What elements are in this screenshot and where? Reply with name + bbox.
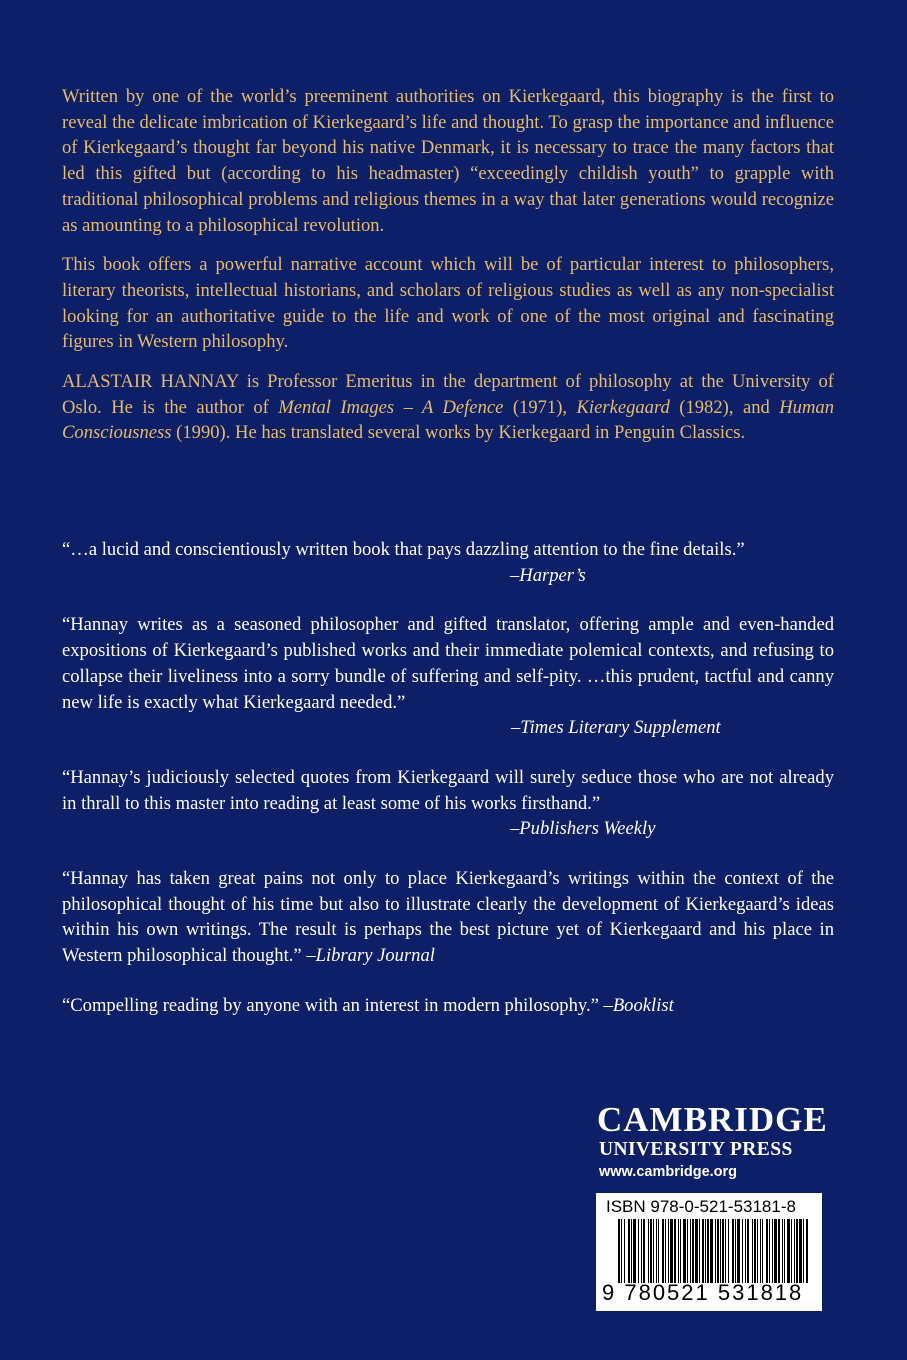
quote-harpers bbox=[62, 537, 834, 588]
barcode-bar bbox=[633, 1219, 636, 1283]
publisher-logo bbox=[597, 1100, 828, 1181]
quote-source: –Publishers Weekly bbox=[510, 818, 656, 840]
barcode-bar bbox=[757, 1219, 758, 1283]
barcode-bar bbox=[628, 1219, 630, 1283]
barcode-bar bbox=[687, 1219, 688, 1283]
barcode-bar bbox=[699, 1219, 700, 1283]
barcode-bar bbox=[772, 1219, 773, 1283]
barcode-bar bbox=[732, 1219, 734, 1283]
barcode-bar bbox=[702, 1219, 704, 1283]
barcode-bar bbox=[806, 1219, 808, 1283]
barcode-bar bbox=[624, 1219, 625, 1283]
quote-text: “Hannay writes as a seasoned philosopher and gifted translator, offering ample and even-handed expositions of Kierkegaard’s published works and their immediate polemical contexts, and refusing to collapse their liveliness into a sorry bundle of suffering and self-pity. …this prudent, tactful and canny new life is exactly what Kierkegaard needed.” bbox=[62, 614, 834, 713]
blurb-paragraph-2: This book offers a powerful narrative account which will be of particular interest to philosophers, literary theorists, intellectual historians, and scholars of religious studies as well as any non-specialist looking for an authoritative guide to the life and work of one of the most original and fascinating figures in Western philosophy. bbox=[62, 254, 834, 353]
barcode-bar bbox=[760, 1219, 761, 1283]
barcode-bar bbox=[631, 1219, 632, 1283]
barcode-bar bbox=[662, 1219, 664, 1283]
barcode-bar bbox=[653, 1219, 654, 1283]
blurb-section bbox=[62, 84, 834, 446]
barcode-bar bbox=[725, 1219, 726, 1283]
isbn-barcode bbox=[596, 1193, 822, 1311]
barcode-bar bbox=[621, 1219, 622, 1283]
barcode-bar bbox=[692, 1219, 694, 1283]
barcode-bar bbox=[745, 1219, 746, 1283]
barcode-bar bbox=[707, 1219, 709, 1283]
quote-text: “Hannay’s judiciously selected quotes from Kierkegaard will surely seduce those who are not already in thrall to this master into reading at least some of his works firsthand.” bbox=[62, 766, 834, 814]
barcode-bar bbox=[799, 1219, 802, 1283]
barcode-bar bbox=[747, 1219, 749, 1283]
barcode-bar bbox=[766, 1219, 768, 1283]
barcode-bar bbox=[794, 1219, 795, 1283]
barcode-bar bbox=[670, 1219, 673, 1283]
barcode-bar bbox=[737, 1219, 740, 1283]
barcode-bar bbox=[668, 1219, 669, 1283]
publisher-url: www.cambridge.org bbox=[599, 1164, 738, 1180]
barcode-bar bbox=[722, 1219, 724, 1283]
quote-tls bbox=[62, 612, 834, 741]
quote-source: –Booklist bbox=[603, 994, 674, 1016]
barcode-bar bbox=[717, 1219, 719, 1283]
quote-text: “Hannay has taken great pains not only to place Kierkegaard’s writings within the context of the philosophical thought of his time but also to illustrate clearly the development of Kierkegaard’s ideas within his own writings. The result is perhaps the best picture yet of Kierkegaard and his place in Western philosophical thought.” –Library Journal bbox=[62, 868, 834, 967]
quote-publishers-weekly bbox=[62, 765, 834, 842]
barcode-bar bbox=[754, 1219, 756, 1283]
book-title-kierkegaard: Kierkegaard bbox=[576, 396, 670, 418]
barcode-bar bbox=[656, 1219, 657, 1283]
barcode-bar bbox=[769, 1219, 770, 1283]
barcode-bar bbox=[674, 1219, 676, 1283]
barcode-bar bbox=[778, 1219, 780, 1283]
barcode-bar bbox=[638, 1219, 639, 1283]
barcode-bars-icon bbox=[618, 1219, 808, 1283]
barcode-bar bbox=[774, 1219, 777, 1283]
review-quotes bbox=[62, 537, 834, 1043]
barcode-bar bbox=[720, 1219, 721, 1283]
barcode-bar bbox=[648, 1219, 649, 1283]
barcode-bar bbox=[695, 1219, 698, 1283]
barcode-bar bbox=[643, 1219, 645, 1283]
publisher-subtitle: UNIVERSITY PRESS bbox=[599, 1139, 793, 1160]
barcode-bar bbox=[782, 1219, 783, 1283]
barcode-digits: 9 780521 531818 bbox=[602, 1280, 804, 1305]
barcode-bar bbox=[705, 1219, 706, 1283]
book-title-mental-images: Mental Images – A Defence bbox=[278, 396, 504, 418]
barcode-bar bbox=[650, 1219, 652, 1283]
barcode-bar bbox=[803, 1219, 804, 1283]
barcode-bar bbox=[787, 1219, 790, 1283]
quote-booklist bbox=[62, 993, 834, 1019]
barcode-bar bbox=[690, 1219, 691, 1283]
barcode-bar bbox=[796, 1219, 798, 1283]
quote-library-journal bbox=[62, 866, 834, 969]
barcode-bar bbox=[791, 1219, 792, 1283]
barcode-bar bbox=[762, 1219, 763, 1283]
quote-text: “Compelling reading by anyone with an interest in modern philosophy.” –Booklist bbox=[62, 994, 674, 1016]
barcode-bar bbox=[715, 1219, 716, 1283]
author-bio: ALASTAIR HANNAY is Professor Emeritus in the department of philosophy at the University of Oslo. He is the author of Mental Images – A Defence (1971), Kierkegaard (1982), and Human Consciousness (1990). He has translated several works by Kierkegaard in Penguin Classics. bbox=[62, 371, 834, 444]
quote-source: –Times Literary Supplement bbox=[511, 717, 721, 739]
barcode-bar bbox=[665, 1219, 666, 1283]
barcode-bar bbox=[742, 1219, 743, 1283]
barcode-bar bbox=[641, 1219, 642, 1283]
quote-text: “…a lucid and conscientiously written book that pays dazzling attention to the fine details.” bbox=[62, 539, 745, 560]
barcode-bar bbox=[784, 1219, 785, 1283]
barcode-bar bbox=[658, 1219, 659, 1283]
barcode-bar bbox=[683, 1219, 686, 1283]
barcode-bar bbox=[752, 1219, 753, 1283]
barcode-bar bbox=[680, 1219, 681, 1283]
isbn-label: ISBN 978-0-521-53181-8 bbox=[606, 1197, 796, 1216]
quote-source: –Harper’s bbox=[510, 564, 586, 586]
barcode-bar bbox=[618, 1219, 620, 1283]
barcode-bar bbox=[728, 1219, 729, 1283]
quote-source: –Library Journal bbox=[306, 945, 435, 967]
barcode-bar bbox=[678, 1219, 679, 1283]
barcode-bar bbox=[710, 1219, 713, 1283]
book-title-human-consciousness: Human Consciousness bbox=[62, 396, 834, 444]
publisher-name: CAMBRIDGE bbox=[597, 1100, 828, 1139]
blurb-paragraph-1: Written by one of the world’s preeminent authorities on Kierkegaard, this biography is the first to reveal the delicate imbrication of Kierkegaard’s life and thought. To grasp the importance and influence of Kierkegaard’s thought far beyond his native Denmark, it is necessary to trace the many factors that led this gifted but (according to his headmaster) “exceedingly childish youth” to grapple with traditional philosophical problems and religious themes in a way that later generations would recognize as amounting to a philosophical revolution. bbox=[62, 86, 834, 236]
barcode-bar bbox=[735, 1219, 736, 1283]
